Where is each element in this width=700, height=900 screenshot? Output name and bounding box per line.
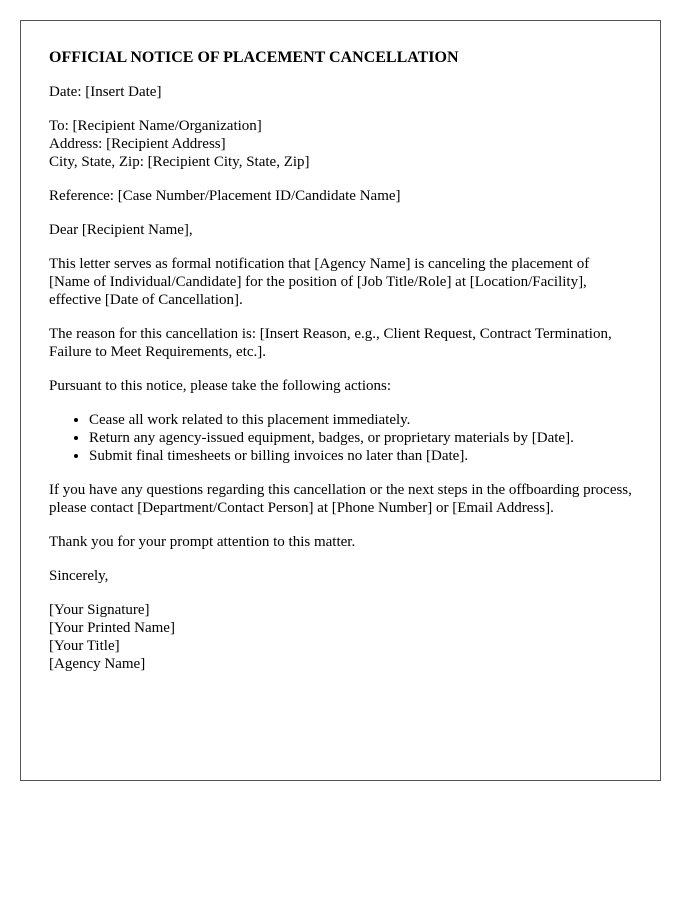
closing: Sincerely, bbox=[49, 568, 109, 584]
action-item: • Return any agency-issued equipment, badges, or proprietary materials by [Date]. bbox=[89, 429, 632, 447]
body-paragraph-reason: The reason for this cancellation is: [Insert Reason, e.g., Client Request, Contract Termination, Failure to Meet Requirements, etc.]. bbox=[49, 326, 612, 360]
title-line: [Your Title] bbox=[49, 638, 120, 654]
actions-list bbox=[49, 411, 632, 465]
actions-intro: Pursuant to this notice, please take the following actions: bbox=[49, 378, 392, 394]
signature-line: [Your Signature] bbox=[49, 602, 150, 618]
letter-page bbox=[20, 20, 661, 781]
reference-line: Reference: [Case Number/Placement ID/Candidate Name] bbox=[49, 188, 401, 204]
recipient-to: To: [Recipient Name/Organization] bbox=[49, 118, 262, 134]
agency-line: [Agency Name] bbox=[49, 656, 146, 672]
recipient-address: Address: [Recipient Address] bbox=[49, 136, 226, 152]
body-paragraph-notification: This letter serves as formal notification that [Agency Name] is canceling the placement of [Name of Individual/Candidate] for the position of [Job Title/Role] at [Location/Facility], effective [Date of Cancellation]. bbox=[49, 256, 590, 308]
letter-title: OFFICIAL NOTICE OF PLACEMENT CANCELLATION bbox=[49, 49, 459, 66]
letter-date: Date: [Insert Date] bbox=[49, 84, 162, 100]
thanks-paragraph: Thank you for your prompt attention to this matter. bbox=[49, 534, 356, 550]
action-item: • Cease all work related to this placement immediately. bbox=[89, 411, 632, 429]
salutation: Dear [Recipient Name], bbox=[49, 222, 193, 238]
action-item: • Submit final timesheets or billing invoices no later than [Date]. bbox=[89, 447, 632, 465]
recipient-block bbox=[49, 117, 632, 171]
recipient-city-state-zip: City, State, Zip: [Recipient City, State, Zip] bbox=[49, 154, 310, 170]
signature-block bbox=[49, 601, 632, 673]
questions-paragraph: If you have any questions regarding this cancellation or the next steps in the offboarding process, please contact [Department/Contact Person] at [Phone Number] or [Email Address]. bbox=[49, 482, 632, 516]
printed-name-line: [Your Printed Name] bbox=[49, 620, 175, 636]
